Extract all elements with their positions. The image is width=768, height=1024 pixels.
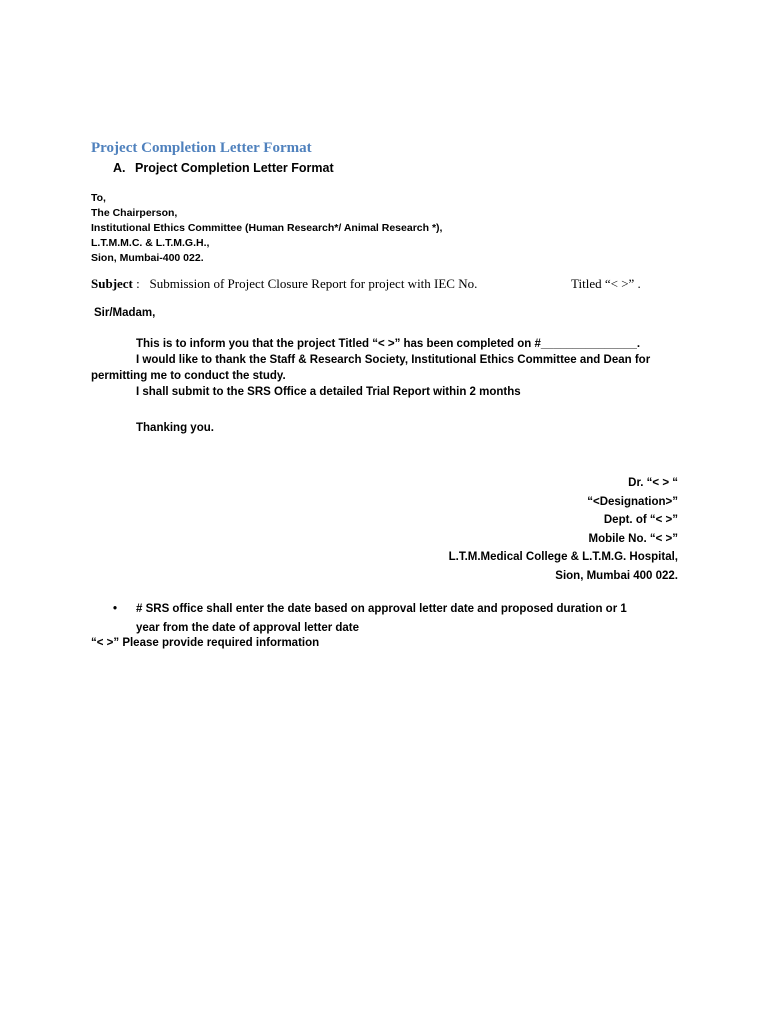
recipient-address — [91, 191, 442, 266]
body-line: I shall submit to the SRS Office a detailed Trial Report within 2 months — [136, 386, 521, 398]
subject-label: Subject — [91, 276, 133, 291]
address-line: Institutional Ethics Committee (Human Research*/ Animal Research *), — [91, 222, 443, 234]
signature-line: L.T.M.Medical College & L.T.M.G. Hospital, — [448, 551, 678, 563]
signature-block — [449, 474, 678, 585]
bullet-line: year from the date of approval letter date — [136, 622, 360, 634]
signature-line: Dr. “< > “ — [628, 477, 678, 489]
address-line: L.T.M.M.C. & L.T.M.G.H., — [91, 237, 210, 249]
section-heading-text: Project Completion Letter Format — [135, 161, 334, 175]
salutation: Sir/Madam, — [94, 307, 156, 319]
bullet-line: # SRS office shall enter the date based on approval letter date and proposed duration or 1 — [136, 603, 627, 615]
subject-titled: Titled “< >” . — [571, 276, 641, 291]
subject-text: Submission of Project Closure Report for project with IEC No. — [149, 276, 478, 291]
signature-line: Sion, Mumbai 400 022. — [555, 569, 678, 582]
address-line: The Chairperson, — [91, 207, 178, 219]
closing-line: Thanking you. — [136, 422, 214, 434]
subject-separator: : — [132, 276, 140, 291]
body-line: permitting me to conduct the study. — [91, 370, 286, 382]
address-line: To, — [91, 192, 106, 204]
body-line: I would like to thank the Staff & Research Society, Institutional Ethics Committee and Dean for — [136, 354, 651, 366]
body-line: This is to inform you that the project Titled “< >” has been completed on #_______________. — [136, 338, 641, 350]
address-line: Sion, Mumbai-400 022. — [91, 252, 204, 264]
signature-line: Dept. of “< >” — [603, 514, 678, 526]
bullet-icon: • — [113, 603, 118, 615]
signature-line: Mobile No. “< >” — [588, 532, 678, 545]
section-number: A. — [113, 161, 126, 175]
section-heading — [113, 161, 334, 175]
page-title: Project Completion Letter Format — [91, 140, 312, 156]
footnote-note: “< >” Please provide required information — [91, 637, 320, 649]
letter-body — [91, 336, 681, 436]
subject-line — [91, 276, 641, 292]
signature-line: “<Designation>” — [587, 495, 678, 508]
